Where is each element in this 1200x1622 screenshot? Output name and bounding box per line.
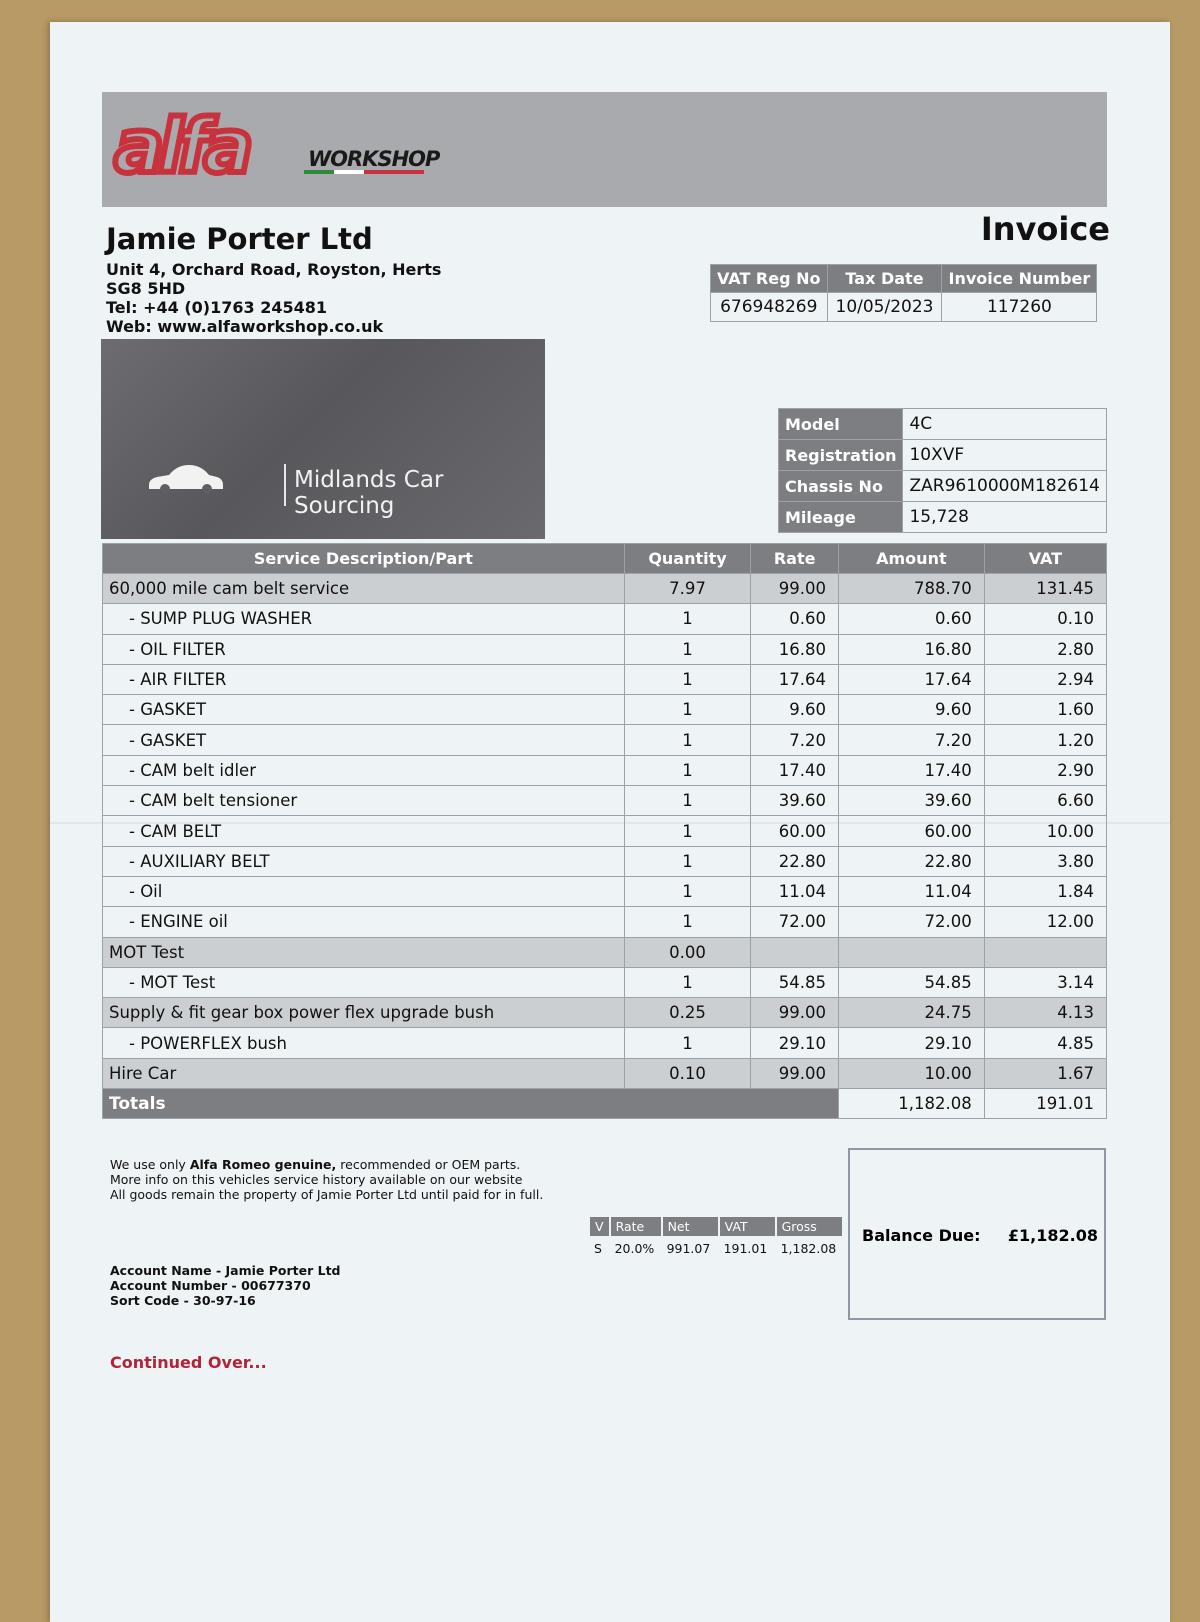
item-amount: 788.70 — [839, 574, 985, 604]
item-vat: 1.20 — [984, 725, 1106, 755]
item-quantity: 0.00 — [624, 937, 751, 967]
vehicle-table — [778, 408, 1107, 533]
notes-line-3: All goods remain the property of Jamie Porter Ltd until paid for in full. — [110, 1187, 544, 1202]
invoice-notes — [110, 1157, 543, 1202]
item-quantity: 1 — [624, 604, 751, 634]
vehicle-value: 10XVF — [903, 440, 1106, 471]
vehicle-row — [779, 502, 1107, 533]
account-name: Account Name - Jamie Porter Ltd — [110, 1263, 341, 1278]
vat-summary-value: 191.01 — [723, 1241, 768, 1256]
item-rate: 22.80 — [751, 846, 839, 876]
totals-amount: 1,182.08 — [839, 1089, 985, 1119]
balance-due-box — [848, 1148, 1106, 1320]
vehicle-label: Registration — [779, 440, 903, 471]
item-rate: 16.80 — [751, 634, 839, 664]
dealer-banner-text: Midlands Car Sourcing — [294, 467, 444, 519]
item-amount: 17.40 — [839, 755, 985, 785]
company-tel: Tel: +44 (0)1763 245481 — [106, 298, 327, 317]
item-description: - MOT Test — [103, 967, 625, 997]
vat-summary-value: 1,182.08 — [780, 1241, 837, 1256]
service-item-row — [103, 755, 1107, 785]
item-rate: 99.00 — [751, 574, 839, 604]
item-rate: 11.04 — [751, 876, 839, 906]
service-item-row — [103, 937, 1107, 967]
totals-vat: 191.01 — [984, 1089, 1106, 1119]
quantity-column-header: Quantity — [624, 544, 751, 574]
item-amount: 72.00 — [839, 907, 985, 937]
item-rate: 60.00 — [751, 816, 839, 846]
balance-due-label: Balance Due: — [862, 1226, 981, 1245]
item-rate: 17.40 — [751, 755, 839, 785]
item-description: - ENGINE oil — [103, 907, 625, 937]
vat-summary-table — [588, 1215, 844, 1259]
company-block — [106, 222, 441, 336]
logo-main-text: alfa — [114, 104, 248, 190]
item-rate — [751, 937, 839, 967]
vehicle-row — [779, 471, 1107, 502]
item-vat: 2.94 — [984, 664, 1106, 694]
totals-row — [103, 1089, 1107, 1119]
vat-summary-header: Rate — [610, 1216, 662, 1237]
item-description: Supply & fit gear box power flex upgrade bush — [103, 998, 625, 1028]
balance-due-value: £1,182.08 — [1007, 1226, 1098, 1245]
item-quantity: 1 — [624, 846, 751, 876]
item-amount: 39.60 — [839, 786, 985, 816]
vehicle-value: 4C — [903, 409, 1106, 440]
notes-line-1-bold: Alfa Romeo genuine, — [189, 1157, 337, 1172]
item-amount: 24.75 — [839, 998, 985, 1028]
sort-code: Sort Code - 30-97-16 — [110, 1293, 256, 1308]
alfa-workshop-logo — [112, 102, 442, 197]
invoice-number-value: 117260 — [942, 293, 1097, 322]
item-quantity: 1 — [624, 695, 751, 725]
item-rate: 99.00 — [751, 998, 839, 1028]
item-rate: 0.60 — [751, 604, 839, 634]
item-rate: 9.60 — [751, 695, 839, 725]
item-vat: 1.60 — [984, 695, 1106, 725]
item-amount: 10.00 — [839, 1058, 985, 1088]
invoice-meta-table — [710, 264, 1097, 322]
item-quantity: 1 — [624, 1028, 751, 1058]
notes-line-1 — [110, 1157, 543, 1172]
item-vat: 1.67 — [984, 1058, 1106, 1088]
service-item-row — [103, 907, 1107, 937]
service-item-row — [103, 967, 1107, 997]
account-number: Account Number - 00677370 — [110, 1278, 311, 1293]
logo-sub-text: WORKSHOP — [308, 147, 440, 171]
service-item-row — [103, 1058, 1107, 1088]
item-amount: 17.64 — [839, 664, 985, 694]
service-item-row — [103, 695, 1107, 725]
item-description: - CAM BELT — [103, 816, 625, 846]
service-item-row — [103, 634, 1107, 664]
header-bar — [102, 92, 1107, 207]
car-icon — [145, 457, 225, 497]
vat-summary-value: S — [594, 1241, 602, 1256]
vat-summary-value: 20.0% — [614, 1241, 655, 1256]
item-rate: 17.64 — [751, 664, 839, 694]
amount-column-header: Amount — [839, 544, 985, 574]
item-quantity: 0.10 — [624, 1058, 751, 1088]
item-quantity: 1 — [624, 816, 751, 846]
service-item-row — [103, 664, 1107, 694]
rate-column-header: Rate — [751, 544, 839, 574]
item-rate: 99.00 — [751, 1058, 839, 1088]
company-address-1: Unit 4, Orchard Road, Royston, Herts — [106, 260, 442, 279]
vat-summary-header: V — [589, 1216, 610, 1237]
service-item-row — [103, 574, 1107, 604]
item-description: - GASKET — [103, 725, 625, 755]
service-item-row — [103, 786, 1107, 816]
item-description: - OIL FILTER — [103, 634, 625, 664]
item-amount: 54.85 — [839, 967, 985, 997]
item-description: - Oil — [103, 876, 625, 906]
item-quantity: 1 — [624, 664, 751, 694]
service-item-row — [103, 604, 1107, 634]
item-description: - CAM belt idler — [103, 755, 625, 785]
service-items-table — [102, 543, 1107, 1119]
item-amount: 16.80 — [839, 634, 985, 664]
vehicle-row — [779, 440, 1107, 471]
item-amount: 7.20 — [839, 725, 985, 755]
company-name: Jamie Porter Ltd — [106, 222, 373, 256]
item-description: MOT Test — [103, 937, 625, 967]
item-amount: 9.60 — [839, 695, 985, 725]
item-quantity: 1 — [624, 907, 751, 937]
item-quantity: 1 — [624, 725, 751, 755]
company-address-2: SG8 5HD — [106, 279, 186, 298]
item-description: - POWERFLEX bush — [103, 1028, 625, 1058]
item-amount: 60.00 — [839, 816, 985, 846]
notes-line-1-pre: We use only — [110, 1157, 190, 1172]
invoice-number-header: Invoice Number — [942, 265, 1097, 293]
tax-date-header: Tax Date — [827, 265, 942, 293]
item-amount — [839, 937, 985, 967]
item-quantity: 1 — [624, 786, 751, 816]
item-rate: 7.20 — [751, 725, 839, 755]
service-item-row — [103, 876, 1107, 906]
item-amount: 0.60 — [839, 604, 985, 634]
item-vat: 10.00 — [984, 816, 1106, 846]
vat-column-header: VAT — [984, 544, 1106, 574]
vat-summary-header: VAT — [719, 1216, 776, 1237]
invoice-title: Invoice — [980, 210, 1110, 248]
vehicle-label: Chassis No — [779, 471, 903, 502]
notes-line-1-post: recommended or OEM parts. — [336, 1157, 521, 1172]
vat-reg-header: VAT Reg No — [711, 265, 828, 293]
item-rate: 39.60 — [751, 786, 839, 816]
item-description: - AUXILIARY BELT — [103, 846, 625, 876]
item-description: Hire Car — [103, 1058, 625, 1088]
service-item-row — [103, 846, 1107, 876]
item-quantity: 1 — [624, 967, 751, 997]
dealer-banner — [101, 339, 545, 539]
item-rate: 29.10 — [751, 1028, 839, 1058]
item-vat: 4.85 — [984, 1028, 1106, 1058]
banner-divider — [284, 464, 286, 506]
vat-reg-value: 676948269 — [711, 293, 828, 322]
item-description: 60,000 mile cam belt service — [103, 574, 625, 604]
item-amount: 11.04 — [839, 876, 985, 906]
item-quantity: 7.97 — [624, 574, 751, 604]
company-web: Web: www.alfaworkshop.co.uk — [106, 317, 384, 336]
item-description: - GASKET — [103, 695, 625, 725]
item-vat: 12.00 — [984, 907, 1106, 937]
totals-label: Totals — [103, 1089, 839, 1119]
item-description: - AIR FILTER — [103, 664, 625, 694]
item-description: - CAM belt tensioner — [103, 786, 625, 816]
item-rate: 54.85 — [751, 967, 839, 997]
service-item-row — [103, 1028, 1107, 1058]
item-vat: 1.84 — [984, 876, 1106, 906]
vat-summary-header: Net — [662, 1216, 719, 1237]
item-vat: 131.45 — [984, 574, 1106, 604]
vat-summary-value: 991.07 — [666, 1241, 711, 1256]
vehicle-value: 15,728 — [903, 502, 1106, 533]
vehicle-row — [779, 409, 1107, 440]
item-quantity: 0.25 — [624, 998, 751, 1028]
vehicle-label: Model — [779, 409, 903, 440]
item-vat: 2.80 — [984, 634, 1106, 664]
item-amount: 22.80 — [839, 846, 985, 876]
vat-summary-header: Gross — [776, 1216, 843, 1237]
service-item-row — [103, 816, 1107, 846]
item-quantity: 1 — [624, 876, 751, 906]
item-rate: 72.00 — [751, 907, 839, 937]
item-quantity: 1 — [624, 755, 751, 785]
item-vat: 3.80 — [984, 846, 1106, 876]
item-vat — [984, 937, 1106, 967]
item-amount: 29.10 — [839, 1028, 985, 1058]
vehicle-value: ZAR9610000M182614 — [903, 471, 1106, 502]
item-vat: 6.60 — [984, 786, 1106, 816]
item-vat: 4.13 — [984, 998, 1106, 1028]
service-item-row — [103, 998, 1107, 1028]
tax-date-value: 10/05/2023 — [827, 293, 942, 322]
service-items-body — [103, 574, 1107, 1089]
item-description: - SUMP PLUG WASHER — [103, 604, 625, 634]
item-quantity: 1 — [624, 634, 751, 664]
invoice-paper — [50, 22, 1170, 1622]
notes-line-2: More info on this vehicles service history available on our website — [110, 1172, 523, 1187]
service-item-row — [103, 725, 1107, 755]
item-vat: 2.90 — [984, 755, 1106, 785]
bank-details — [110, 1263, 341, 1308]
vehicle-label: Mileage — [779, 502, 903, 533]
continued-over-note: Continued Over... — [110, 1353, 267, 1372]
item-vat: 3.14 — [984, 967, 1106, 997]
item-vat: 0.10 — [984, 604, 1106, 634]
description-column-header: Service Description/Part — [103, 544, 625, 574]
